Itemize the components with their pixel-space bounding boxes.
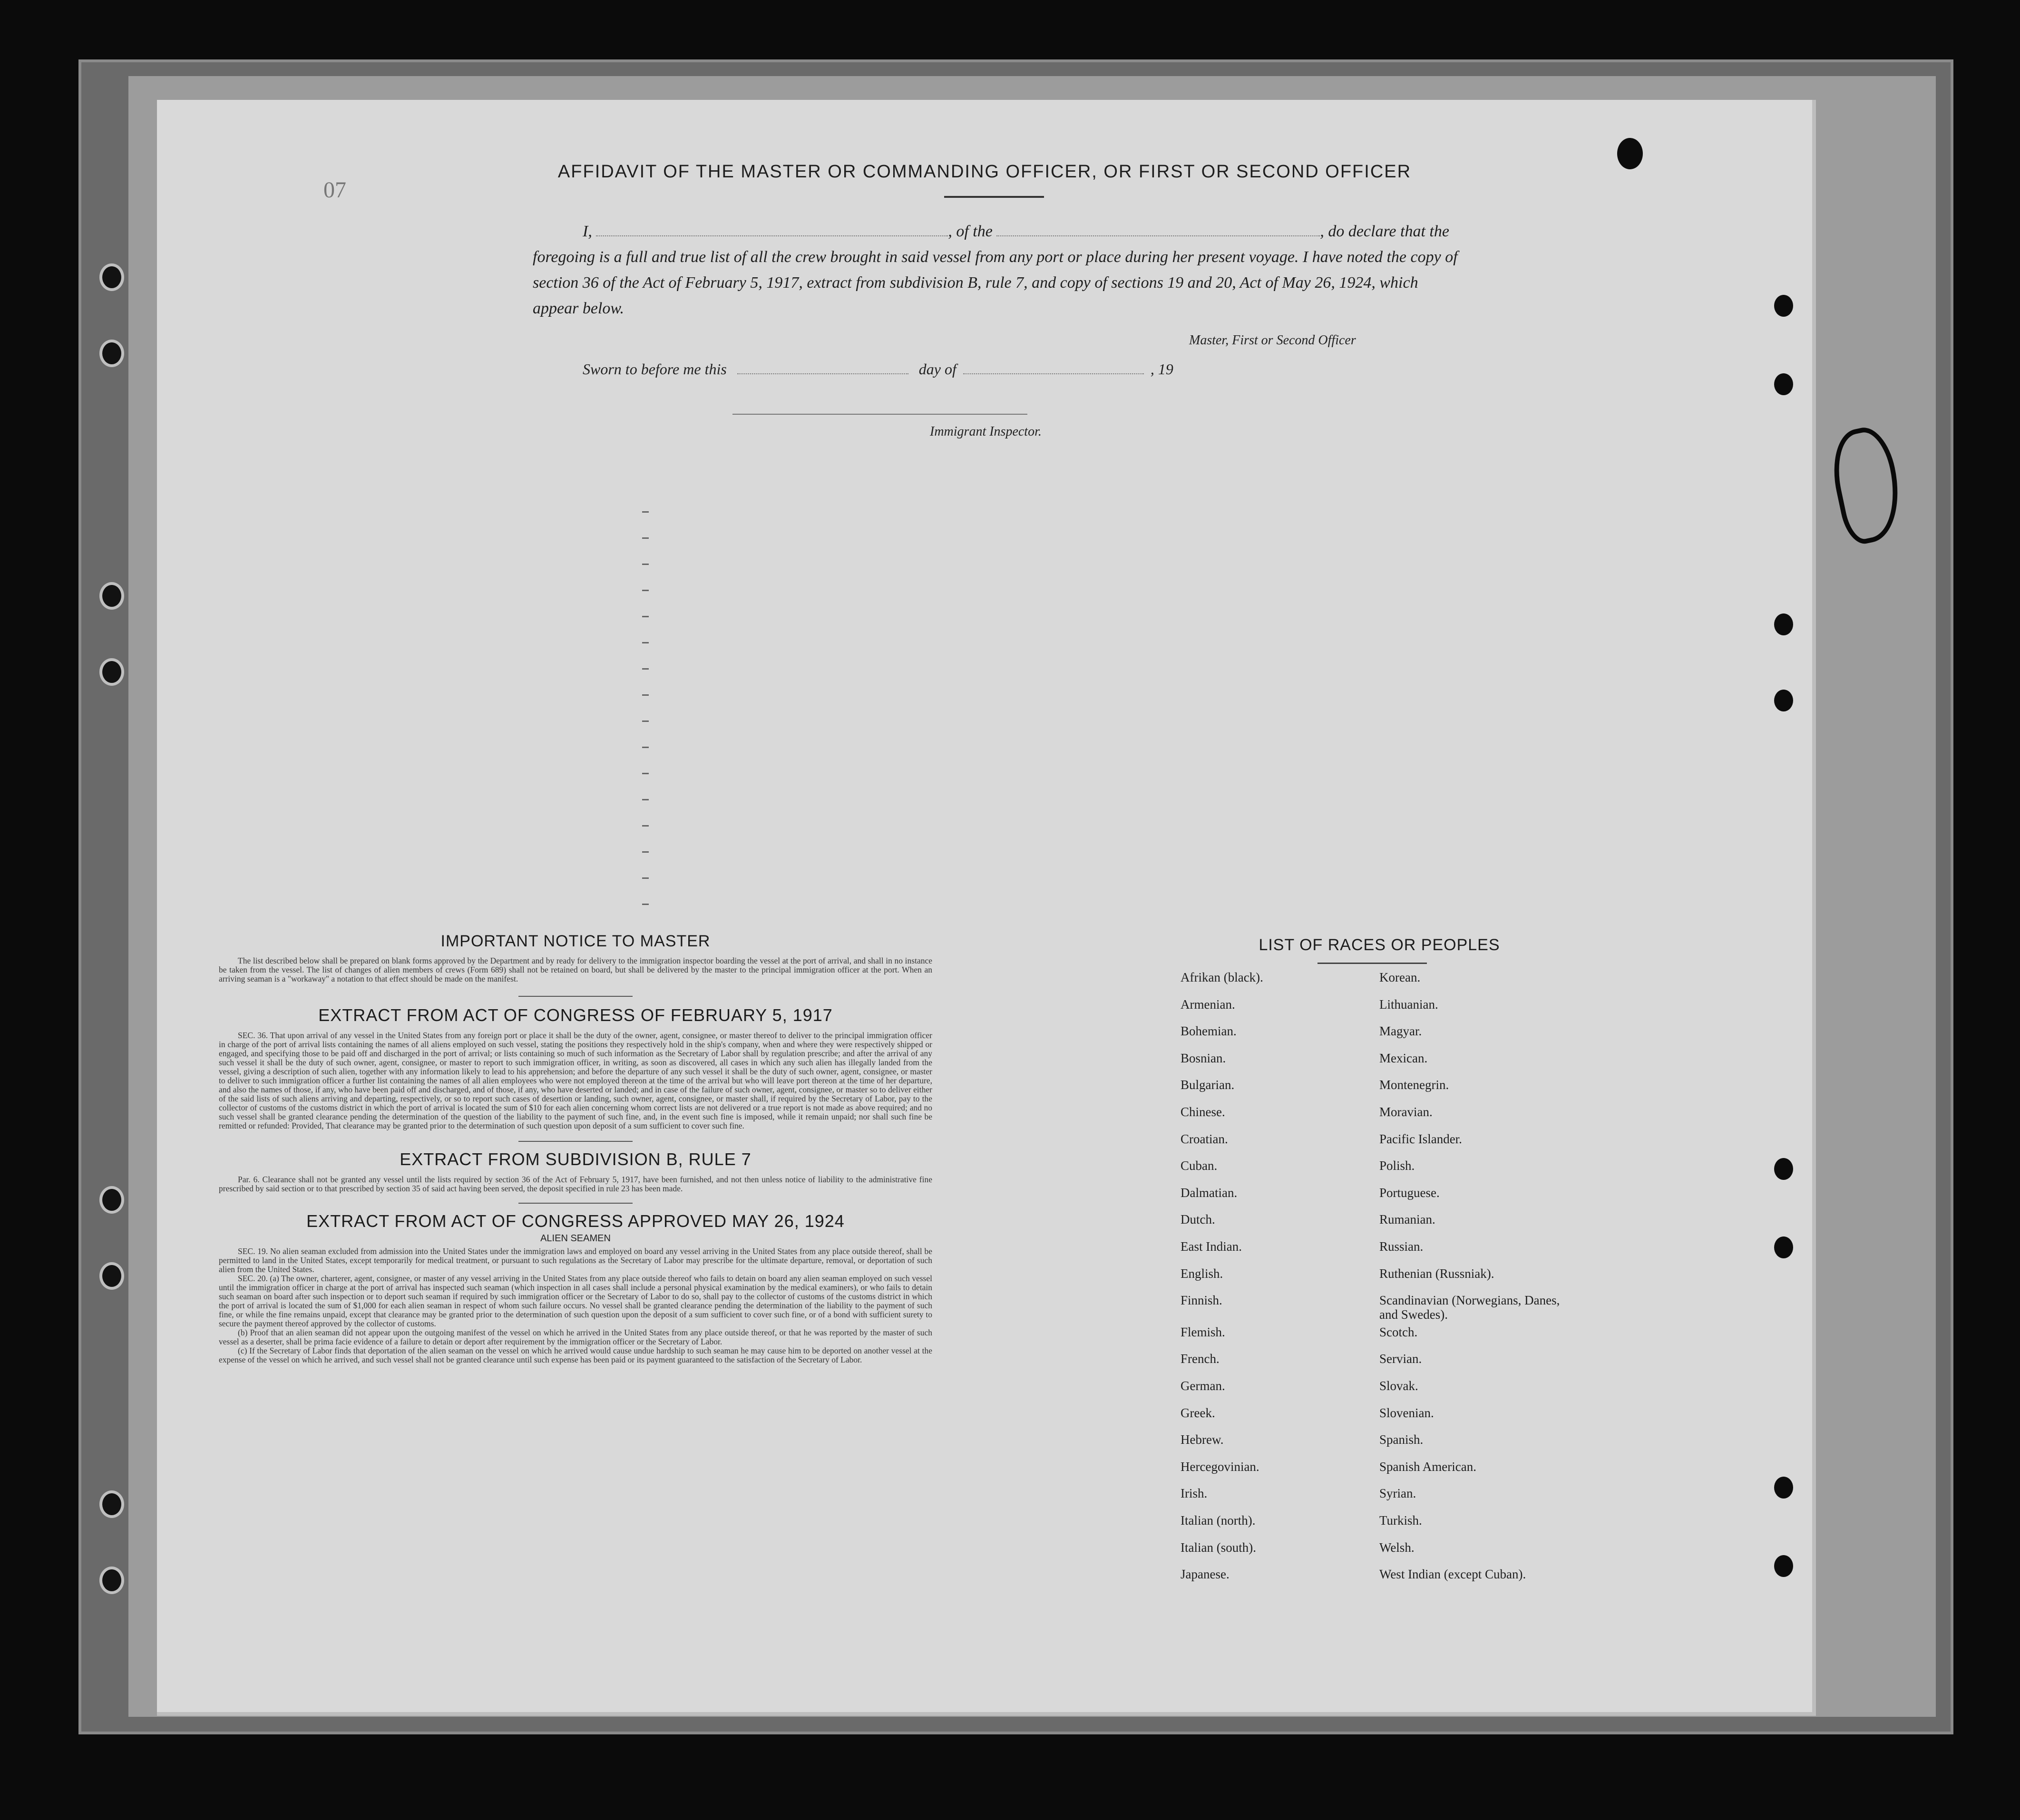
sworn-prefix: Sworn to before me this — [583, 360, 727, 378]
race-item: Spanish. — [1379, 1432, 1424, 1447]
race-item: Syrian. — [1379, 1486, 1416, 1501]
extract3-subtitle: ALIEN SEAMEN — [540, 1233, 611, 1244]
race-item: Slovak. — [1379, 1379, 1418, 1393]
race-item: Greek. — [1181, 1405, 1215, 1420]
race-item: Bulgarian. — [1181, 1078, 1235, 1092]
race-item: Italian (north). — [1181, 1513, 1256, 1528]
race-item: Lithuanian. — [1379, 997, 1438, 1012]
race-item: Hercegovinian. — [1181, 1459, 1259, 1474]
tick-mark — [642, 747, 649, 748]
race-item: Scandinavian (Norwegians, Danes, and Swedes). — [1379, 1293, 1560, 1322]
punch-hole — [1774, 1158, 1793, 1180]
race-item: Croatian. — [1181, 1131, 1228, 1146]
separator — [518, 1141, 633, 1142]
tick-mark — [642, 851, 649, 853]
vessel-blank[interactable] — [996, 235, 1320, 236]
sworn-line — [583, 360, 1249, 378]
punch-hole — [102, 1265, 121, 1287]
title-rule — [944, 196, 1044, 198]
race-item: Korean. — [1379, 970, 1421, 984]
race-item: Dalmatian. — [1181, 1185, 1238, 1200]
day-blank[interactable] — [737, 373, 908, 374]
sworn-year: , 19 — [1150, 360, 1173, 378]
punch-hole — [1617, 138, 1643, 169]
declaration-text — [533, 219, 1460, 321]
punch-hole — [102, 585, 121, 607]
notice-body: The list described below shall be prepared on blank forms approved by the Department and by ready for delivery to the immigration inspector boarding the vessel at the port of arrival, and shall in no instance be taken from the vessel. The list of changes of alien members of crews (Form 689) shall not be retained on board, but shall be delivered by the master to the principal immigration officer at the port. When an arriving seaman is a "workaway" a notation to that effect should be made on the manifest. — [219, 956, 932, 983]
race-item: Italian (south). — [1181, 1540, 1256, 1555]
race-item: Chinese. — [1181, 1105, 1225, 1119]
race-item: Portuguese. — [1379, 1185, 1440, 1200]
punch-hole — [102, 1569, 121, 1591]
tick-mark — [642, 511, 649, 513]
race-item: Armenian. — [1181, 997, 1235, 1012]
margin-number: 07 — [323, 177, 346, 203]
extract2-body: Par. 6. Clearance shall not be granted any vessel until the lists required by section 36 of the Act of February 5, 1917, have been furnished, and not then unless notice of liability to the administrative fine prescribed by said section or to that prescribed by section 35 of said act having been served, the deposit specified in rule 23 has been made. — [219, 1175, 932, 1193]
race-item: Slovenian. — [1379, 1405, 1434, 1420]
tick-mark — [642, 904, 649, 905]
extract3-sec20a: SEC. 20. (a) The owner, charterer, agent, consignee, or master of any vessel arriving in the United States from any place outside thereof who fails to detain on board any alien seaman employed on such vessel until the immigration officer in charge at the port of arrival has inspected such seaman (which inspection in all cases shall include a personal physical examination by the medical examiners), or who fails to detain such seaman on board after such inspection or to deport such seaman if required by such immigration officer or the Secretary of Labor to do so, shall pay to the collector of customs of the customs district in which the port of arrival is located the sum of $1,000 for each alien seaman in respect of whom such failure occurs. No vessel shall be granted clearance pending the determination of the liability to the payment of such fine, or while the fine remains unpaid, except that clearance may be granted prior to the determination of such question upon the deposit of a sum sufficient to cover such fine, or of a bond with sufficient surety to secure the payment thereof approved by the collector of customs. — [219, 1274, 932, 1328]
race-item: Finnish. — [1181, 1293, 1222, 1308]
extract1-title: EXTRACT FROM ACT OF CONGRESS OF FEBRUARY 5, 1917 — [318, 1005, 833, 1025]
tick-mark — [642, 720, 649, 722]
tick-mark — [642, 825, 649, 827]
punch-hole — [102, 1189, 121, 1211]
extract1-body: SEC. 36. That upon arrival of any vessel in the United States from any foreign port or place it shall be the duty of the owner, agent, consignee, or master thereof to deliver to the principal immigration officer in charge of the port of arrival lists containing the names of all aliens employed on such vessel, stating the positions they respectively hold in the ship's company, when and where they were respectively shipped or engaged, and specifying those to be paid off and discharged in the port of arrival; or lists containing so much of such information as the Secretary of Labor shall by regulation prescribe; and after the arrival of any such vessel it shall be the duty of such owner, agent, consignee, or master to report to such immigration officer, in writing, as soon as discovered, all cases in which any such alien has illegally landed from the vessel, giving a description of such alien, together with any information likely to lead to his apprehension; and before the departure of any such vessel it shall be the duty of such owner, agent, consignee, or master to deliver to such immigration officer a further list containing the names of all alien employees who were not employed thereon at the time of the arrival but who will leave port thereon at the time of her departure, and also the names of those, if any, who have been paid off and discharged, and of those, if any, who have deserted or landed; and in case of the failure of such owner, agent, consignee, or master so to deliver either of the said lists of such aliens arriving and departing, respectively, or so to report such cases of desertion or landing, such owner, agent, consignee, or master shall, if required by the Secretary of Labor, pay to the collector of customs of the customs district in which the port of arrival is located the sum of $10 for each alien concerning whom correct lists are not delivered or a true report is not made as above required; and no such vessel shall be granted clearance pending the determination of the question of the liability to the payment of such fine, and, in the event such fine is imposed, while it remain unpaid; nor shall such fine be remitted or refunded: Provided, That clearance may be granted prior to the determination of such question upon deposit of a sum sufficient to cover such fine. — [219, 1031, 932, 1130]
manifest-page — [157, 100, 1816, 1716]
race-item: Scotch. — [1379, 1324, 1418, 1339]
race-item: West Indian (except Cuban). — [1379, 1567, 1526, 1582]
race-item: Moravian. — [1379, 1105, 1433, 1119]
races-rule — [1317, 963, 1427, 964]
race-item: Mexican. — [1379, 1051, 1428, 1065]
punch-hole — [1774, 373, 1793, 395]
race-item: Cuban. — [1181, 1158, 1218, 1173]
race-item: Dutch. — [1181, 1212, 1215, 1227]
inspector-label: Immigrant Inspector. — [930, 424, 1042, 439]
race-item: French. — [1181, 1352, 1220, 1366]
tick-mark — [642, 668, 649, 670]
extract3-sec19: SEC. 19. No alien seaman excluded from admission into the United States under the immigration laws and employed on board any vessel arriving in the United States from any place outside thereof, shall be permitted to land in the United States, except temporarily for medical treatment, or pursuant to such regulations as the Secretary of Labor may prescribe for the ultimate departure, removal, or deportation of such alien from the United States. — [219, 1246, 932, 1274]
race-item: German. — [1181, 1379, 1225, 1393]
separator — [518, 996, 633, 997]
race-item: Russian. — [1379, 1239, 1424, 1254]
race-item: Irish. — [1181, 1486, 1208, 1501]
punch-hole — [1774, 1555, 1793, 1577]
race-item: Flemish. — [1181, 1324, 1225, 1339]
punch-hole — [1774, 1236, 1793, 1258]
name-blank[interactable] — [596, 235, 948, 236]
affidavit-title: AFFIDAVIT OF THE MASTER OR COMMANDING OFFICER, OR FIRST OR SECOND OFFICER — [557, 162, 1412, 182]
race-item: Servian. — [1379, 1352, 1422, 1366]
separator — [518, 1203, 633, 1204]
tick-mark — [642, 590, 649, 591]
race-item: Bohemian. — [1181, 1024, 1237, 1039]
tick-mark — [642, 642, 649, 643]
punch-hole — [102, 1493, 121, 1515]
race-item: Pacific Islander. — [1379, 1131, 1462, 1146]
tick-mark — [642, 616, 649, 617]
tick-mark — [642, 537, 649, 539]
punch-hole — [102, 661, 121, 683]
month-blank[interactable] — [963, 373, 1144, 374]
race-item: Polish. — [1379, 1158, 1415, 1173]
notice-column — [219, 932, 932, 1364]
extract3-sec20c: (c) If the Secretary of Labor finds that deportation of the alien seaman on the vessel on which he arrived would cause undue hardship to such seaman he may cause him to be deported on another vessel at the expense of the vessel on which he arrived, and such vessel shall not be granted clearance until such expense has been paid or its payment guaranteed to the satisfaction of the Secretary of Labor. — [219, 1346, 932, 1364]
decl-do-declare: , do declare — [1320, 223, 1396, 240]
decl-i: I, — [583, 223, 592, 240]
race-item: Hebrew. — [1181, 1432, 1224, 1447]
extract3-sec20b: (b) Proof that an alien seaman did not appear upon the outgoing manifest of the vessel on which he arrived in the United States from any place outside thereof, or that he was reported by the master of such vessel as a deserter, shall be prima facie evidence of a failure to detain or deport after requirement by the immigration officer or the Secretary of Labor. — [219, 1328, 932, 1346]
tick-mark — [642, 694, 649, 696]
tick-mark — [642, 877, 649, 879]
race-item: Spanish American. — [1379, 1459, 1476, 1474]
race-item: Turkish. — [1379, 1513, 1422, 1528]
inspector-signature-line[interactable] — [732, 414, 1027, 415]
punch-hole — [102, 266, 121, 288]
punch-hole — [1774, 613, 1793, 635]
tick-mark — [642, 564, 649, 565]
sworn-day-of: day of — [918, 360, 956, 378]
race-item: Rumanian. — [1379, 1212, 1435, 1227]
signature-label: Master, First or Second Officer — [1189, 333, 1356, 348]
punch-hole — [1774, 295, 1793, 317]
extract2-title: EXTRACT FROM SUBDIVISION B, RULE 7 — [400, 1149, 751, 1169]
notice-title: IMPORTANT NOTICE TO MASTER — [440, 932, 711, 950]
race-item: Bosnian. — [1181, 1051, 1226, 1065]
race-item: English. — [1181, 1266, 1223, 1281]
decl-of-the: , of the — [948, 223, 993, 240]
race-item: Ruthenian (Russniak). — [1379, 1266, 1494, 1281]
race-item: Afrikan (black). — [1181, 970, 1263, 984]
extract3-title: EXTRACT FROM ACT OF CONGRESS APPROVED MAY 26, 1924 — [306, 1211, 845, 1231]
decl-body: that the foregoing is a full and true list of all the crew brought in said vessel from any port or place during her present voyage. I have noted the copy of section 36 of the Act of February 5, 1917, extract from subdivision B, rule 7, and copy of sections 19 and 20, Act of May 26, 1924, which appear below. — [533, 223, 1458, 317]
race-item: East Indian. — [1181, 1239, 1242, 1254]
punch-hole — [1774, 690, 1793, 711]
tick-mark — [642, 799, 649, 800]
races-title: LIST OF RACES OR PEOPLES — [1259, 936, 1500, 954]
race-item: Montenegrin. — [1379, 1078, 1449, 1092]
race-item: Japanese. — [1181, 1567, 1230, 1582]
tick-mark — [642, 773, 649, 774]
race-item: Magyar. — [1379, 1024, 1422, 1039]
punch-hole — [102, 342, 121, 364]
punch-hole — [1774, 1477, 1793, 1499]
race-item: Welsh. — [1379, 1540, 1415, 1555]
